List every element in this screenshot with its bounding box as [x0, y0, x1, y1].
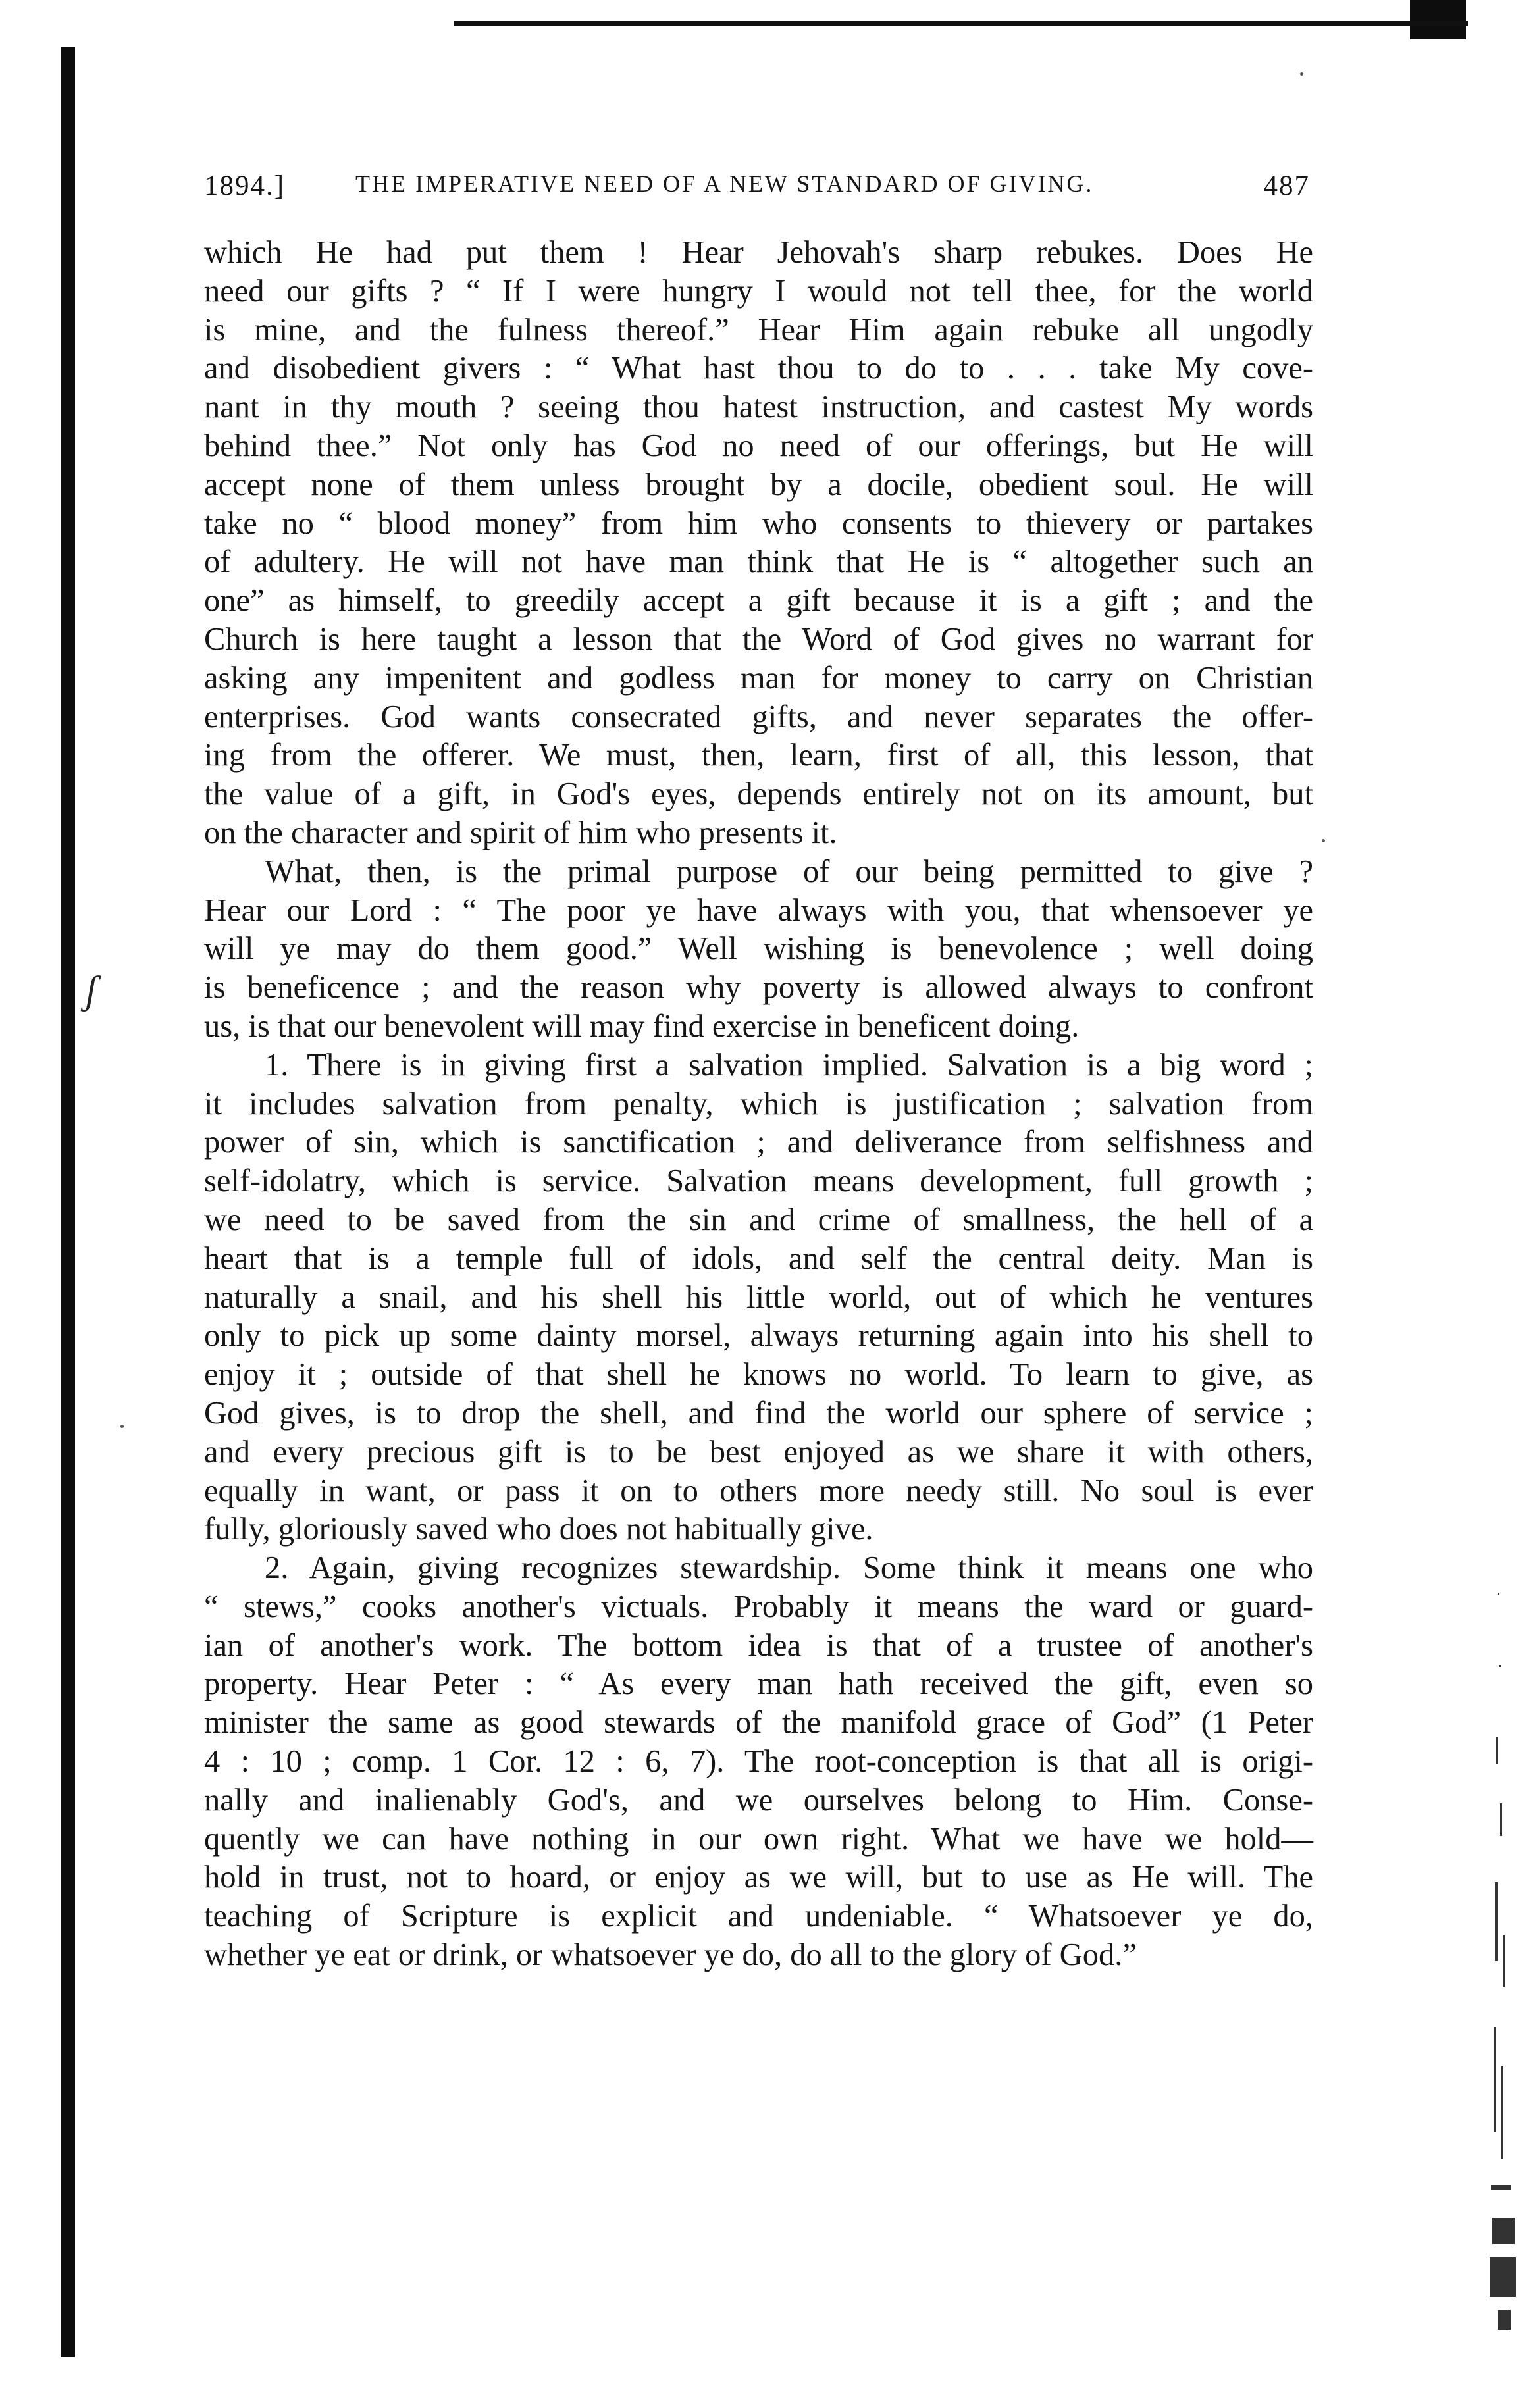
text-line: minister the same as good stewards of the manifold grace of God” (1 Peter	[204, 1705, 1313, 1741]
text-line: What, then, is the primal purpose of our being permitted to give ?	[265, 854, 1313, 889]
text-line: need our gifts ? “ If I were hungry I would not tell thee, for the world	[204, 273, 1313, 309]
text-line: the value of a gift, in God's eyes, depends entirely not on its amount, but	[204, 777, 1313, 812]
text-line: whether ye eat or drink, or whatsoever ye do, do all to the glory of God.”	[204, 1937, 1137, 1973]
text-line: of adultery. He will not have man think that He is “ altogether such an	[204, 544, 1313, 580]
text-line: take no “ blood money” from him who consents to thievery or partakes	[204, 505, 1313, 541]
scan-edge-specks	[1484, 1566, 1524, 2395]
text-line: quently we can have nothing in our own right. What we have we hold—	[204, 1821, 1313, 1857]
text-line: one” as himself, to greedily accept a gift because it is a gift ; and the	[204, 583, 1313, 619]
top-rule	[454, 21, 1468, 26]
text-line: it includes salvation from penalty, which is justification ; salvation from	[204, 1086, 1313, 1121]
text-line: power of sin, which is sanctification ; and deliverance from selfishness and	[204, 1125, 1313, 1160]
text-line: Hear our Lord : “ The poor ye have always with you, that whensoever ye	[204, 892, 1313, 928]
page-body	[204, 234, 1313, 1975]
scan-edge-block	[1410, 0, 1466, 39]
binding-shadow	[61, 47, 75, 2357]
text-line: nally and inalienably God's, and we ourselves belong to Him. Conse-	[204, 1782, 1313, 1818]
scan-speck	[1300, 72, 1303, 76]
text-line: property. Hear Peter : “ As every man hath received the gift, even so	[204, 1666, 1313, 1702]
text-line: enterprises. God wants consecrated gifts, and never separates the offer-	[204, 699, 1313, 734]
text-line: and disobedient givers : “ What hast thou to do to . . . take My cove-	[204, 351, 1313, 386]
running-head	[204, 170, 1310, 209]
text-line: only to pick up some dainty morsel, always returning again into his shell to	[204, 1318, 1313, 1354]
text-line: 4 : 10 ; comp. 1 Cor. 12 : 6, 7). The root-conception is that all is origi-	[204, 1744, 1313, 1780]
text-line: enjoy it ; outside of that shell he knows no world. To learn to give, as	[204, 1357, 1313, 1393]
text-line: 2. Again, giving recognizes stewardship. Some think it means one who	[265, 1550, 1313, 1586]
text-line: nant in thy mouth ? seeing thou hatest instruction, and castest My words	[204, 390, 1313, 425]
text-line: God gives, is to drop the shell, and find the world our sphere of service ;	[204, 1395, 1313, 1431]
text-line: heart that is a temple full of idols, and self the central deity. Man is	[204, 1241, 1313, 1276]
text-line: asking any impenitent and godless man for money to carry on Christian	[204, 660, 1313, 696]
text-line: ian of another's work. The bottom idea is that of a trustee of another's	[204, 1627, 1313, 1663]
text-line: naturally a snail, and his shell his little world, out of which he ventures	[204, 1279, 1313, 1315]
text-line: us, is that our benevolent will may find exercise in beneficent doing.	[204, 1008, 1080, 1044]
text-line: self-idolatry, which is service. Salvation means development, full growth ;	[204, 1164, 1313, 1199]
scan-speck	[120, 1425, 124, 1428]
header-year: 1894.]	[204, 170, 286, 201]
text-line: teaching of Scripture is explicit and undeniable. “ Whatsoever ye do,	[204, 1899, 1313, 1934]
text-line: we need to be saved from the sin and crime of smallness, the hell of a	[204, 1202, 1313, 1237]
header-title: THE IMPERATIVE NEED OF A NEW STANDARD OF GIVING.	[355, 170, 1094, 197]
text-line: 1. There is in giving first a salvation implied. Salvation is a big word ;	[265, 1047, 1313, 1083]
text-line: is mine, and the fulness thereof.” Hear Him again rebuke all ungodly	[204, 312, 1313, 347]
text-line: equally in want, or pass it on to others more needy still. No soul is ever	[204, 1473, 1313, 1508]
margin-mark: ʃ	[86, 968, 97, 1012]
text-line: fully, gloriously saved who does not habitually give.	[204, 1512, 873, 1547]
text-line: and every precious gift is to be best enjoyed as we share it with others,	[204, 1434, 1313, 1470]
text-line: is beneficence ; and the reason why poverty is allowed always to confront	[204, 970, 1313, 1006]
text-line: ing from the offerer. We must, then, learn, first of all, this lesson, that	[204, 738, 1313, 773]
text-line: will ye may do them good.” Well wishing is benevolence ; well doing	[204, 931, 1313, 967]
text-line: on the character and spirit of him who presents it.	[204, 815, 837, 850]
text-line: hold in trust, not to hoard, or enjoy as we will, but to use as He will. The	[204, 1860, 1313, 1895]
text-line: accept none of them unless brought by a docile, obedient soul. He will	[204, 467, 1313, 502]
text-line: behind thee.” Not only has God no need of our offerings, but He will	[204, 428, 1313, 463]
page-number: 487	[1263, 170, 1310, 201]
text-line: which He had put them ! Hear Jehovah's sharp rebukes. Does He	[204, 235, 1313, 270]
text-line: Church is here taught a lesson that the Word of God gives no warrant for	[204, 621, 1313, 657]
text-line: “ stews,” cooks another's victuals. Probably it means the ward or guard-	[204, 1589, 1313, 1624]
scan-speck	[1322, 839, 1325, 842]
